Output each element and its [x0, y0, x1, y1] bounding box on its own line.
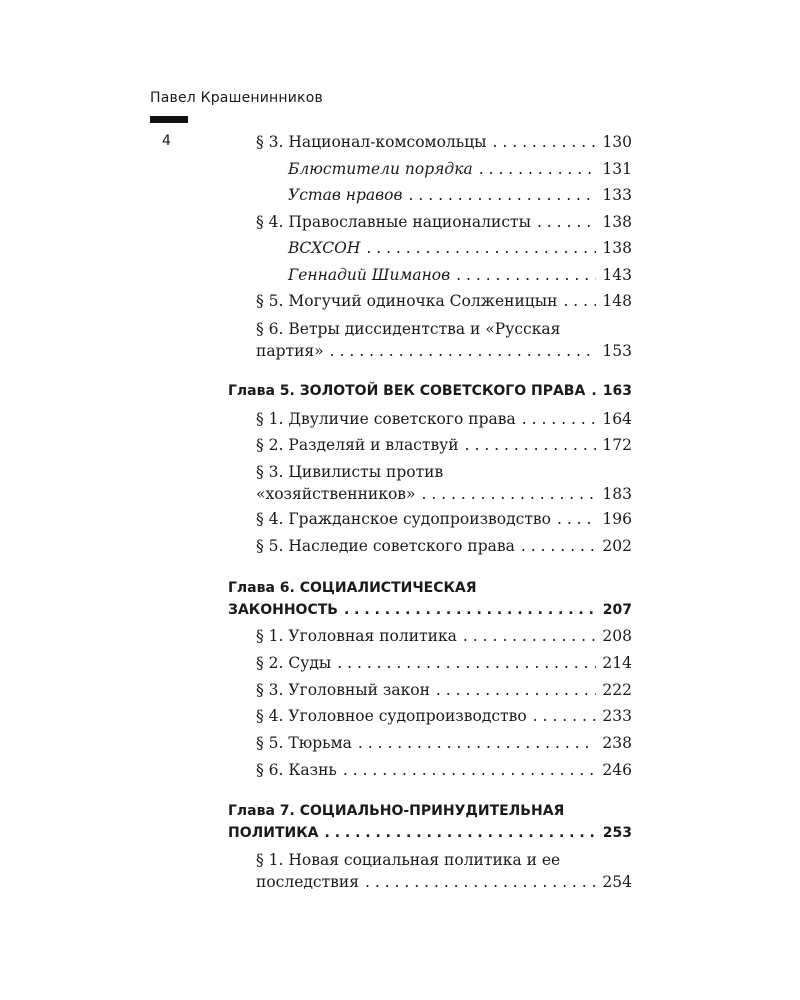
chapter-entry	[228, 800, 632, 844]
page-number: 4	[162, 133, 171, 149]
toc-entry-page: 233	[602, 707, 632, 725]
dot-leader	[563, 290, 596, 312]
dot-leader	[521, 535, 597, 557]
toc-entry-page: 172	[602, 436, 632, 454]
toc-entry-title: § 4. Уголовное судопроизводство	[256, 707, 527, 725]
chapter-title-line: Глава 6. СОЦИАЛИСТИЧЕСКАЯ	[228, 580, 477, 596]
toc-entry	[256, 535, 632, 557]
toc-entry-title: Блюстители порядка	[288, 160, 473, 178]
toc-entry-title: § 3. Национал-комсомольцы	[256, 133, 487, 151]
dot-leader	[344, 599, 597, 621]
toc-entry	[256, 625, 632, 647]
toc-entry	[256, 434, 632, 456]
dot-leader	[365, 871, 596, 893]
toc-entry	[256, 131, 632, 153]
toc-entry	[256, 211, 632, 233]
dot-leader	[409, 184, 597, 206]
toc-entry-title: § 5. Могучий одиночка Солженицын	[256, 292, 558, 310]
chapter-entry	[228, 380, 632, 402]
dot-leader	[422, 483, 597, 505]
dot-leader	[537, 211, 596, 233]
toc-entry	[288, 158, 632, 180]
toc-entry-title: § 5. Наследие советского права	[256, 537, 515, 555]
toc-entry-page: 131	[602, 160, 632, 178]
toc-entry-title: § 2. Разделяй и властвуй	[256, 436, 459, 454]
dot-leader	[557, 508, 596, 530]
chapter-page: 253	[602, 825, 632, 841]
toc-entry-page: 254	[602, 873, 632, 891]
toc-entry-page: 130	[602, 133, 632, 151]
toc-entry-title: Устав нравов	[288, 186, 403, 204]
toc-entry-title: последствия	[256, 873, 359, 891]
toc-entry-title: § 1. Двуличие советского права	[256, 410, 516, 428]
dot-leader	[366, 237, 596, 259]
toc-entry-title: партия»	[256, 342, 324, 360]
dot-leader	[325, 822, 597, 844]
toc-entry-page: 148	[602, 292, 632, 310]
toc-entry-page: 208	[602, 627, 632, 645]
toc-entry-title: § 1. Уголовная политика	[256, 627, 457, 645]
toc-entry	[256, 508, 632, 530]
running-head-author: Павел Крашенинников	[150, 90, 323, 106]
toc-entry	[256, 290, 632, 312]
toc-entry-page: 138	[602, 239, 632, 257]
toc-entry-title-line: § 6. Ветры диссидентства и «Русская	[256, 320, 561, 338]
toc-entry	[288, 264, 632, 286]
toc-entry-page: 183	[602, 485, 632, 503]
chapter-title-line: Глава 7. СОЦИАЛЬНО-ПРИНУДИТЕЛЬНАЯ	[228, 803, 565, 819]
dot-leader	[456, 264, 596, 286]
toc-entry-title: «хозяйственников»	[256, 485, 416, 503]
toc-entry-title: § 5. Тюрьма	[256, 734, 352, 752]
toc-entry-page: 153	[602, 342, 632, 360]
chapter-title: Глава 5. ЗОЛОТОЙ ВЕК СОВЕТСКОГО ПРАВА	[228, 383, 586, 399]
chapter-page: 163	[602, 383, 632, 399]
dot-leader	[522, 408, 597, 430]
toc-entry-title: ВСХСОН	[288, 239, 361, 257]
toc-entry-page: 246	[602, 761, 632, 779]
dot-leader	[358, 732, 597, 754]
toc-entry	[288, 184, 632, 206]
toc-entry	[256, 679, 632, 701]
dot-leader	[463, 625, 597, 647]
toc-entry-title-line: § 3. Цивилисты против	[256, 463, 444, 481]
toc-entry-title: § 4. Гражданское судопроизводство	[256, 510, 551, 528]
toc-entry-page: 143	[602, 266, 632, 284]
toc-entry-page: 164	[602, 410, 632, 428]
toc-entry	[256, 732, 632, 754]
chapter-title: ЗАКОННОСТЬ	[228, 602, 338, 618]
toc-entry-page: 214	[602, 654, 632, 672]
chapter-title: ПОЛИТИКА	[228, 825, 319, 841]
toc-entry	[256, 652, 632, 674]
toc-entry	[256, 408, 632, 430]
dot-leader	[479, 158, 597, 180]
dot-leader	[533, 705, 597, 727]
chapter-entry	[228, 577, 632, 621]
toc-entry-title: § 3. Уголовный закон	[256, 681, 430, 699]
toc-entry-page: 196	[602, 510, 632, 528]
dot-leader	[591, 380, 596, 402]
toc-entry-title: § 6. Казнь	[256, 761, 337, 779]
toc-entry	[256, 318, 632, 362]
toc-entry	[256, 461, 632, 505]
toc-entry-title: § 2. Суды	[256, 654, 332, 672]
toc-entry-page: 133	[602, 186, 632, 204]
chapter-page: 207	[602, 602, 632, 618]
toc-entry-page: 222	[602, 681, 632, 699]
toc-entry-title: § 4. Православные националисты	[256, 213, 531, 231]
toc-entry-title: Геннадий Шиманов	[288, 266, 451, 284]
dot-leader	[337, 652, 596, 674]
toc-entry	[288, 237, 632, 259]
toc-entry-page: 238	[602, 734, 632, 752]
dot-leader	[465, 434, 597, 456]
toc-entry	[256, 849, 632, 893]
dot-leader	[343, 759, 597, 781]
dot-leader	[436, 679, 596, 701]
toc-entry-title-line: § 1. Новая социальная политика и ее	[256, 851, 561, 869]
dot-leader	[493, 131, 597, 153]
toc-entry-page: 138	[602, 213, 632, 231]
toc-entry	[256, 705, 632, 727]
toc-entry-page: 202	[602, 537, 632, 555]
dot-leader	[330, 340, 597, 362]
toc-entry	[256, 759, 632, 781]
